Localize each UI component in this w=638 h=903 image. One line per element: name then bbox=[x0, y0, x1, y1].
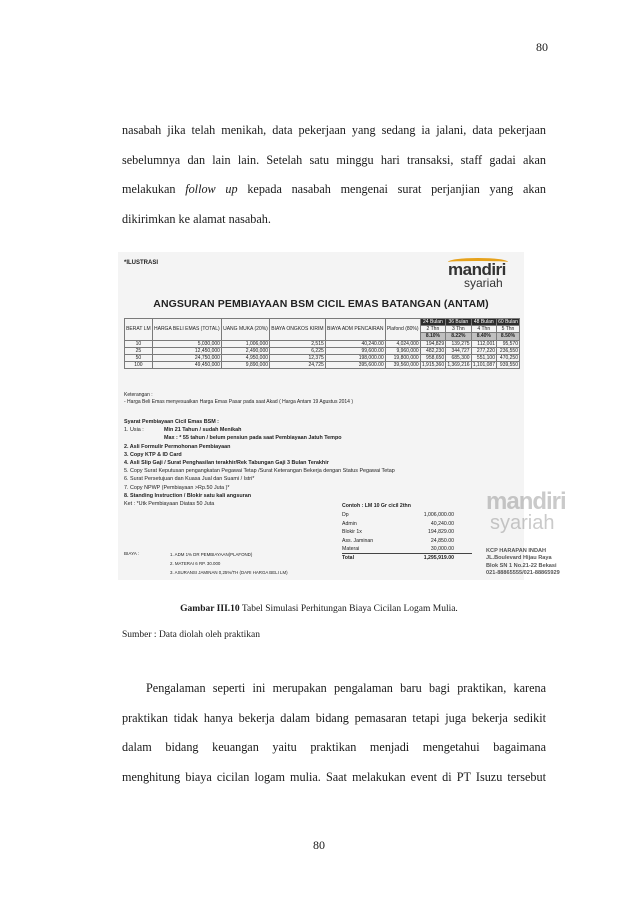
table-cell: 1,915,360 bbox=[421, 362, 445, 369]
contoh-rows bbox=[342, 511, 472, 553]
stamp-text bbox=[486, 548, 560, 578]
syarat-item: 5. Copy Surat Keputusan pengangkatan Pegawai Tetap /Surat Keterangan Bekerja dengan Status Pegawai Tetap bbox=[124, 468, 395, 475]
stamp-line: Blok SN 1 No.21-22 Bekasi bbox=[486, 562, 557, 569]
installment-table bbox=[124, 318, 520, 369]
table-cell: 39,560,000 bbox=[385, 362, 420, 369]
contoh-row bbox=[342, 545, 472, 553]
para1-line bbox=[122, 175, 546, 205]
stamp-line: JL.Boulevard Hijau Raya bbox=[486, 555, 552, 562]
para2-line: praktikan tidak hanya bekerja dalam bidang pemasaran tetapi juga bekerja sedikit bbox=[122, 710, 546, 725]
table-cell: 236,550 bbox=[497, 347, 520, 354]
contoh-row-value: 194,829.00 bbox=[428, 529, 454, 536]
table-cell: 50 bbox=[125, 355, 153, 362]
header-24b: 2 Thn bbox=[420, 326, 445, 333]
header-48b: 4 Thn bbox=[471, 326, 496, 333]
header-ongkos: BIAYA ONGKOS KIRIM bbox=[270, 319, 326, 341]
table-cell: 112,001 bbox=[471, 340, 496, 347]
table-cell: 395,600.00 bbox=[325, 362, 385, 369]
header-60: 60 Bulan bbox=[498, 319, 518, 325]
keterangan-label: Keterangan : bbox=[124, 392, 153, 398]
rate-48: 8.40% bbox=[471, 333, 496, 340]
contoh-row-label: Materai bbox=[342, 546, 360, 553]
para2-line: Pengalaman seperti ini merupakan pengalaman baru bagi praktikan, karena bbox=[146, 681, 546, 695]
installment-table-body bbox=[125, 340, 520, 369]
usia-label: 1. Usia : bbox=[124, 427, 144, 434]
keterangan-text: - Harga Beli Emas menyesuaikan Harga Emas Pasar pada saat Akad ( Harga Antam 19 Agustus 2014 ) bbox=[124, 399, 354, 405]
keterangan bbox=[124, 392, 353, 406]
syariah-logo: syariah bbox=[464, 276, 503, 290]
table-cell: 99,600.00 bbox=[325, 347, 385, 354]
follow-up-italic: follow up bbox=[185, 182, 238, 196]
stamp-sub: syariah bbox=[490, 512, 555, 534]
table-cell: 9,890,000 bbox=[221, 362, 269, 369]
header-60b: 5 Thn bbox=[497, 326, 520, 333]
para1-line: nasabah jika telah menikah, data pekerjaan yang sedang ia jalani, data pekerjaan bbox=[122, 123, 546, 137]
table-cell: 1,101,087 bbox=[472, 362, 495, 369]
syarat-list bbox=[124, 418, 484, 508]
rate-36: 8.22% bbox=[446, 333, 471, 340]
header-36b: 3 Thn bbox=[446, 326, 471, 333]
contoh-row bbox=[342, 537, 472, 545]
biaya-item: 3. ASURANSI JAMINAN 0,25%/TH (DARI HARGA BELI LM) bbox=[170, 570, 288, 575]
table-cell: 2,515 bbox=[270, 340, 326, 347]
header-48: 48 Bulan bbox=[471, 319, 496, 326]
table-cell: 1,369,216 bbox=[447, 362, 470, 369]
contoh-row-value: 1,006,000.00 bbox=[423, 512, 454, 519]
stamp-line: KCP HARAPAN INDAH bbox=[486, 548, 547, 554]
contoh-total-value: 1,295,919.00 bbox=[423, 555, 454, 562]
caption-label: Gambar III.10 bbox=[180, 604, 240, 614]
header-harga: HARGA BELI EMAS (TOTAL) bbox=[152, 319, 221, 341]
contoh-row-label: Dp bbox=[342, 512, 349, 519]
para1-line3-post: kepada nasabah mengenai surat perjanjian yang akan bbox=[237, 182, 546, 196]
biaya-label: BIAYA : bbox=[124, 551, 140, 556]
table-row bbox=[125, 362, 520, 369]
stamp-logo: mandiri bbox=[486, 488, 566, 515]
contoh-box bbox=[342, 502, 472, 563]
header-berat: BERAT LM bbox=[125, 319, 153, 341]
header-36: 36 Bulan bbox=[446, 319, 471, 326]
table-cell: 19,800,000 bbox=[385, 355, 420, 362]
page-number-top: 80 bbox=[536, 40, 548, 54]
table-cell: 24,750,000 bbox=[152, 355, 221, 362]
table-cell: 939,550 bbox=[497, 362, 520, 369]
biaya-item: 2. MATERAI 6 RP. 30.000 bbox=[170, 561, 221, 566]
contoh-row-value: 40,240.00 bbox=[430, 520, 454, 527]
figure-title: ANGSURAN PEMBIAYAAN BSM CICIL EMAS BATANGAN (ANTAM) bbox=[153, 298, 489, 310]
biaya-item: 1. ADM 1% DR PEMBIAYAAN(PLAFOND) bbox=[170, 552, 253, 557]
table-cell: 12,375 bbox=[270, 355, 326, 362]
table-cell: 685,300 bbox=[446, 355, 471, 362]
table-cell: 470,250 bbox=[497, 355, 520, 362]
contoh-title: Contoh : LM 10 Gr cicil 2thn bbox=[342, 503, 411, 509]
syarat-item: 6. Surat Persetujuan dan Kuasa Jual dan Suami / Istri* bbox=[124, 476, 255, 483]
rate-60: 8.50% bbox=[497, 333, 520, 340]
contoh-total-label: Total bbox=[342, 555, 355, 562]
paragraph-2 bbox=[122, 674, 546, 792]
contoh-row-value: 30,000.00 bbox=[430, 546, 454, 553]
syarat-item: 4. Asli Slip Gaji / Surat Penghasilan terakhir/Rek Tabungan Gaji 3 Bulan Terakhir bbox=[124, 460, 329, 467]
table-cell: 49,450,000 bbox=[152, 362, 221, 369]
para2-line: dalam bidang keuangan yaitu praktikan menjadi mengetahui bagaimana bbox=[122, 740, 546, 754]
table-cell: 139,275 bbox=[446, 340, 471, 347]
para1-line: sebelumnya dan lain lain. Setelah satu minggu hari transaksi, staff gadai akan bbox=[122, 152, 546, 167]
contoh-row-label: Blokir 1x bbox=[342, 529, 362, 536]
contoh-row-value: 24,850.00 bbox=[430, 537, 454, 544]
table-cell: 198,000.00 bbox=[325, 355, 385, 362]
table-row bbox=[125, 340, 520, 347]
page-number-bottom: 80 bbox=[313, 838, 325, 852]
table-cell: 194,829 bbox=[420, 340, 445, 347]
para2-line: menghitung biaya cicilan logam mulia. Saat melakukan event di PT Isuzu tersebut bbox=[122, 769, 546, 784]
table-cell: 482,230 bbox=[420, 347, 445, 354]
table-cell: 6,225 bbox=[270, 347, 326, 354]
biaya-items bbox=[170, 550, 288, 577]
table-cell: 25 bbox=[125, 347, 153, 354]
syarat-item: 3. Copy KTP & ID Card bbox=[124, 451, 182, 458]
para1-line: dikirimkan ke alamat nasabah. bbox=[122, 211, 271, 226]
table-cell: 344,727 bbox=[446, 347, 471, 354]
table-cell: 551,100 bbox=[471, 355, 496, 362]
table-cell: 2,490,000 bbox=[221, 347, 269, 354]
table-row bbox=[125, 347, 520, 354]
illustrasi-label: *ILUSTRASI bbox=[124, 260, 159, 266]
table-cell: 10 bbox=[125, 340, 153, 347]
syarat-item: 8. Standing Instruction / Blokir satu kali angsuran bbox=[124, 492, 252, 499]
table-cell: 1,006,000 bbox=[221, 340, 269, 347]
paragraph-1 bbox=[122, 116, 546, 234]
figure-simulation-table bbox=[118, 252, 566, 580]
para1-line3-pre: melakukan bbox=[122, 182, 186, 196]
branch-stamp bbox=[486, 488, 606, 586]
syarat-item: 2. Asli Formulir Permohonan Pembiayaan bbox=[124, 443, 231, 450]
table-cell: 9,960,000 bbox=[385, 347, 420, 354]
header-24: 24 Bulan bbox=[420, 319, 445, 326]
table-cell: 5,030,000 bbox=[152, 340, 221, 347]
mandiri-logo: mandiri bbox=[448, 260, 506, 279]
table-cell: 100 bbox=[125, 362, 153, 369]
figure-source: Sumber : Data diolah oleh praktikan bbox=[122, 630, 260, 640]
caption-text: Tabel Simulasi Perhitungan Biaya Cicilan Logam Mulia. bbox=[239, 604, 458, 614]
contoh-row-label: Admin bbox=[342, 520, 357, 527]
syarat-item: 7. Copy NPWP (Pembiayaan >Rp.50 Juta )* bbox=[124, 484, 230, 491]
contoh-row bbox=[342, 520, 472, 528]
contoh-total-row bbox=[342, 553, 472, 562]
syarat-title: Syarat Pembiayaan Cicil Emas BSM : bbox=[124, 419, 219, 425]
header-uang-muka: UANG MUKA (20%) bbox=[221, 319, 269, 341]
figure-caption bbox=[0, 604, 638, 614]
stamp-line: 021-88865555/021-88865929 bbox=[486, 570, 560, 577]
syarat-ket: Ket : *Utk Pembiayaan Diatas 50 Juta bbox=[124, 501, 215, 508]
header-plafond: Plafond (80%) bbox=[385, 319, 420, 341]
table-cell: 958,650 bbox=[420, 355, 445, 362]
table-cell: 277,220 bbox=[471, 347, 496, 354]
table-cell: 4,024,000 bbox=[385, 340, 420, 347]
table-cell: 24,725 bbox=[270, 362, 326, 369]
contoh-row bbox=[342, 528, 472, 536]
contoh-row bbox=[342, 511, 472, 519]
rate-24: 8.10% bbox=[420, 333, 445, 340]
contoh-row-label: Ass. Jaminan bbox=[342, 537, 374, 544]
table-cell: 4,950,000 bbox=[221, 355, 269, 362]
table-cell: 40,240.00 bbox=[325, 340, 385, 347]
usia-max: Max : * 55 tahun / belum pensiun pada saat Pembiayaan Jatuh Tempo bbox=[164, 435, 342, 442]
table-row bbox=[125, 355, 520, 362]
table-cell: 95,570 bbox=[497, 340, 520, 347]
table-cell: 12,450,000 bbox=[152, 347, 221, 354]
header-adm: BIAYA ADM PENCAIRAN bbox=[325, 319, 385, 341]
usia-min: Min 21 Tahun / sudah Menikah bbox=[164, 427, 242, 434]
